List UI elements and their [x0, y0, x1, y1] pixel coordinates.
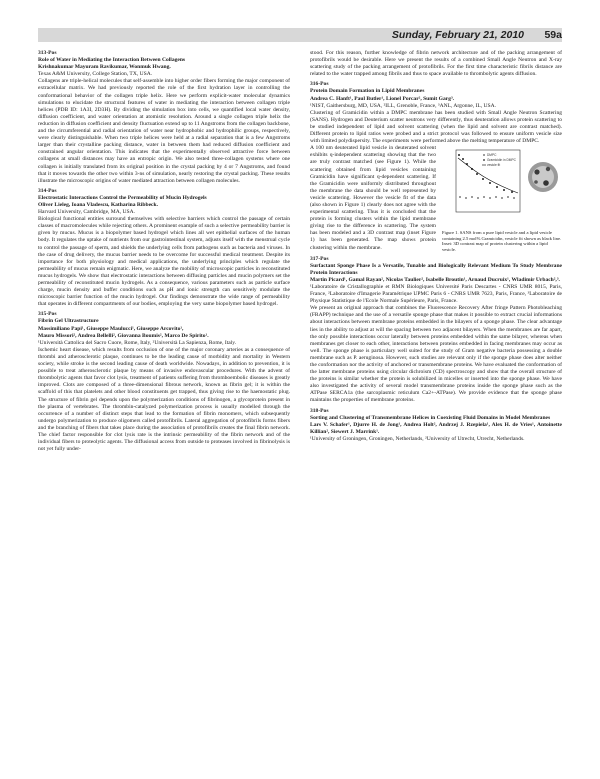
protein-cluster	[543, 180, 549, 186]
abstract-314	[38, 188, 290, 309]
data-point	[483, 196, 485, 198]
abstract-affiliation: ¹Laboratoire de Cristallographie et RMN Biologiques Université Paris Descartes - CNRS UMR 8015, Paris, France, ²Laboratoire d'Imagerie Paramétrique UPMC Paris 6 - CNRS UMR 7623, Paris, France, ³Laboratoire de Physique Statistique de l'Ecole Normale Supérieure, Paris, France.	[310, 283, 562, 305]
abstract-317	[310, 256, 562, 405]
abstract-authors: Oliver Lieleg, Ioana Vladescu, Katharina Ribbeck.	[38, 201, 158, 208]
inset-contrast-map	[526, 150, 560, 212]
legend-marker	[483, 154, 485, 156]
abstract-body: stood. For this reason, further knowledge of fibrin network architecture and of the packing arrangement of protofibrils would be desirable. Here we present the results of a combined Small Angle Neutron and X-ray scattering study of the packing arrangement of protofibrils. For the first time characteristic fibrils distance are related to the water trapped among fibrils and thus to space available to thrombolytic agents diffusion.	[310, 50, 562, 78]
data-point	[458, 154, 460, 156]
left-column	[38, 50, 290, 456]
protein-cluster	[546, 167, 550, 171]
abstract-affiliation: ¹University of Groningen, Groningen, Netherlands, ²University of Utrecht, Utrecht, Netherlands.	[310, 435, 525, 442]
abstract-title: Surfactant Sponge Phase Is a Versatile, Tunable and Biologically Relevant Medium To Study Membrane Protein Interactions	[310, 262, 562, 276]
data-point	[482, 178, 484, 180]
abstract-number: 316-Pos	[310, 81, 329, 88]
figure-1	[442, 147, 562, 252]
data-point	[459, 196, 461, 198]
abstract-316	[310, 81, 562, 251]
data-point	[503, 189, 505, 191]
right-column	[310, 50, 562, 446]
abstract-authors: Martin Picard¹, Gamal Rayan², Nicolas Taulier², Isabelle Broutin¹, Arnaud Ducruix¹, Wladimir Urbach²,³.	[310, 276, 560, 283]
data-point	[465, 197, 467, 199]
data-point	[489, 182, 491, 184]
protein-cluster	[534, 170, 539, 175]
abstract-title: Role of Water in Mediating the Interaction Between Collagens	[38, 57, 186, 64]
legend-label-2: Gramicidin in DMPC	[487, 158, 516, 163]
legend-label-1: DMPC	[487, 153, 497, 158]
vesicle-interior	[532, 166, 554, 188]
abstract-body: Clustering of Gramicidin within a DMPC membrane has been studied with Small Angle Neutron Scattering (SANS). Hydrogen and Deuterium scatter neutrons very differently, thus deuteration allows protein scattering to be studied independent of lipid and solvent scattering (when the lipid and solvent are contrast matched). Different protein to lipid ratios were probed and a strict protocol was followed to ensure uniform vesicle size with limited polydispersity. The experiments were performed above the melting temperature of DMPC.	[310, 109, 562, 145]
abstract-affiliation: ¹NIST, Gaithersburg, MD, USA, ²ILL, Grenoble, France, ³ANL, Argonne, IL, USA.	[310, 102, 497, 109]
abstract-authors: Krishnakumar Mayuram Ravikumar, Wonmuk Hwang.	[38, 64, 171, 71]
abstract-315-continued	[310, 50, 562, 78]
figure-caption: Figure 1. SANS from a pure lipid vesicle and a lipid vesicle containing 2.5 mol% Gramicidin, vesicle fit shown as black line. Inset: 3D contrast map of protein clustering within a lipid vesicle.	[442, 230, 562, 252]
data-point	[496, 186, 498, 188]
abstract-body: We present an original approach that combines the Fluorescence Recovery After fringe Pattern Photobleaching (FRAPP) technique and the use of a versatile sponge phase that makes it possible to extract crucial informations about interactions between membrane proteins embedded in the bilayers of a sponge phase. The clear advantage lies in the ability to adjust at will the spacing between two adjacent bilayers. When the membranes are far apart, the only possible interactions occur laterally between proteins embedded within the same bilayer, whereas when membranes get closer to each other, interactions between proteins embedded in facing membranes may occur as well. The sponge phase is particulary well suited for the study of Gram negative bacteria possessing a double membrane such as P. aeruginosa. However, such studies are relevant only if the sponge phase does alter neither the conformation nor the activity of anchored or transmembrane proteins. We have evaluated the conformation of the latter membrane proteins using circular dichroism (CD) spectroscopy and show that the overall structure of the proteins is similar whether the protein is solubilized in micelles or inserted into the sponge phase. We have also investigated the activity of several model transmembrane proteins inside the sponge phase such as the ATPase SERCA1a (the sarcoplasmic reticulum Ca2+-ATPase). We provide evidence that the sponge phase maintains the properties of membrane proteins.	[310, 305, 562, 404]
abstract-affiliation: Harvard University, Cambridge, MA, USA.	[38, 209, 136, 216]
abstract-315	[38, 311, 290, 453]
abstract-number: 318-Pos	[310, 407, 329, 414]
abstract-affiliation: ¹Università Cattolica del Sacro Cuore, Rome, Italy, ²Università La Sapienza, Rome, Italy.	[38, 339, 237, 346]
data-point	[462, 158, 464, 160]
abstract-title: Electrostatic Interactions Control the Permeability of Mucin Hydrogels	[38, 194, 207, 201]
data-point	[495, 196, 497, 198]
abstract-body: Ischemic heart disease, which results from occlusion of one of the major coronary arteries as a consequence of thrombi and atherosclerotic plaque, continues to be the leading cause of morbidity and mortality in Western society, while stroke is the second leading cause of death worldwide. Nowadays, in addition to prevention, it is possible to treat atherosclerotic plaque by means of invasive endovascular procedures. With the advent of thrombolytic agents that favor clot lysis, treatment of patients suffering from thromboembolic diseases is greatly improved. Clots are composed of a three-dimensional fibrous network, known as fibrin gel; it is within the scaffold of this that platelets and other blood constituents get trapped, thus giving rise to the haemostatic plug. The structure of fibrin gel depends upon the polymerization conditions of fibrinogen, a glycoprotein present in the plasma of vertebrates. The thrombin-catalyzed polymerization process is usually modelled through the occurrence of a number of distinct steps that lead to the formation of fibrin monomers, which subsequently undergo polymerization to produce oligomers called protofibrils. Lateral aggregation of protofibrils forms fibers and the branching of fibers that takes place during the association of protofibrils creates the final fibrin network. The chief factor responsible for clot lysis rate is the intrinsic permeability of the fibrin network and of the individual fibers to proteolytic agents. The diffusional access from outside to proteases involved in fibrinolysis is not yet fully under-	[38, 346, 290, 453]
data-point	[477, 197, 479, 199]
data-point	[489, 197, 491, 199]
protein-cluster	[534, 180, 538, 184]
data-point	[501, 197, 503, 199]
abstract-title: Protein Domain Formation in Lipid Membranes	[310, 88, 425, 95]
data-point	[511, 191, 513, 193]
abstract-318	[310, 408, 562, 443]
abstract-body-continued	[310, 145, 562, 251]
data-point	[471, 196, 473, 198]
abstract-number: 315-Pos	[38, 311, 57, 318]
data-point	[513, 197, 515, 199]
page-number: 59a	[544, 29, 562, 41]
abstract-number: 313-Pos	[38, 50, 57, 56]
legend-label-3: vesicle fit	[487, 163, 501, 168]
abstract-number: 314-Pos	[38, 187, 57, 194]
header-date: Sunday, February 21, 2010	[391, 29, 524, 41]
abstract-title: Sorting and Clustering of Transmembrane Helices in Coexisting Fluid Domains in Model Membranes	[310, 414, 551, 421]
abstract-body: Collagens are triple-helical molecules that self-assemble into higher order fibers forming the major component of extracellular matrix. We had previously reported the role of the first hydration layer in controlling the conformational behavior of the collagen triple helix. Here we perform explicit-water molecular dynamics simulations to elucidate the structural features of water in mediating the interaction between collagen triple helices (PDB ID: 1A3I, 2D3H). By dividing the simulation box into cells, we quantified local water density, diffusion coefficient, and water orientation at atomistic resolution. Around a single collagen triple helix the reduction in diffusion coefficient and density fluctuation extend up to 11 Angstroms from the collagen backbone, and the circumferential and radial orientation of water near hydrophobic and hydrophilic groups, respectively, were clearly distinguishable. When two triple helices were held at a radial separation that is a few Angstroms larger than their crystalline packing distance, water in between them had reduced diffusion coefficient and constrained angular orientation. This indicates that the experimentally observed attractive force between collagens at small distances may have an entropic origin. We also tested three-collagen systems where one collagen is initially translated from its original position in the crystal packing by 4 or 7 Angstroms, and found that it moves towards the other two within 3-ns of simulation, nearly restoring the crystal packing. These results illustrate the microscopic origins of water mediated attraction between collagen molecules.	[38, 78, 290, 184]
abstract-authors: Massimiliano Papi¹, Giuseppe Maulucci¹, Giuseppe Arcovito¹,	[38, 325, 184, 332]
data-point	[476, 173, 478, 175]
abstract-number: 317-Pos	[310, 255, 329, 262]
sans-plot	[442, 147, 562, 229]
abstract-authors-line-2: Mauro Missori², Andrea Bellelli², Giovanna Boumis², Marco De Spirito¹.	[38, 332, 209, 339]
abstract-313	[38, 50, 290, 185]
abstract-authors: Andrea C. Hanft¹, Paul Butler¹, Lionel Porcar², Sumit Garg³.	[310, 95, 455, 102]
abstract-title: Fibrin Gel Ultrastructure	[38, 318, 99, 325]
abstract-body: Biological functional entities surround themselves with selective barriers which control the passage of certain classes of macromolecules while rejecting others. A prominent example of such a selective permeability barrier is given by mucus. Mucus is a biopolymer based hydrogel which lines all wet epithelial surfaces of the human body. It regulates the uptake of nutrients from our gastrointestinal system, adjusts itself with the menstrual cycle to control the passage of sperm, and shields the underlying cells from pathogens such as bacteria and viruses. In the case of drug delivery, the mucus barrier needs to be overcome for successful medical treatment. Despite its importance for both physiology and medical applications, the underlying principles which regulate the permeability of mucus remain enigmatic. Here, we analyze the mobility of microscopic particles in reconstituted mucus hydrogels. We show that electrostatic interactions between diffusing particles and mucin polymers set the permeability of reconstituted mucin hydrogels. As a consequence, various parameters such as particle surface charge, mucin density and buffer conditions such as pH and ionic strength can sensitively modulate the microscopic barrier function of the mucin hydrogel. Our findings demonstrate the wide range of permeability that operates in different compartments of our bodies, employing the very same biopolymer based hydrogel.	[38, 216, 290, 308]
legend-marker	[483, 159, 485, 161]
abstract-authors: Lars V. Schafer¹, Djurre H. de Jong¹, Andrea Holt², Andrzej J. Rzepiela¹, Alex H. de Vries¹, Antoinette Killian², Siewert J. Marrink¹.	[310, 421, 562, 435]
abstract-body-text: A 100 nm deuterated lipid vesicle in deuterated solvent exhibits q-independent scattering showing that the two are truly contrast matched (see Figure 1). While the scattering obtained from lipid vesicles containing Gramicidin have significant q-dependent scattering. If the Gramicidin were uniformly distributed throughout the membrane the data should be well represented by vesicle scattering. However the vesicle fit of the data (also shown in Figure 1) clearly does not agree with the experimental scattering. Thus it is concluded that the protein is forming clusters within the lipid membrane giving rise to the difference in scattering. The system has been modeled and a 3D contrast map (inset Figure 1) has been generated. The map shows protein clustering within the membrane.	[310, 145, 436, 251]
data-point	[507, 196, 509, 198]
abstract-affiliation: Texas A&M University, College Station, TX, USA.	[38, 71, 153, 78]
